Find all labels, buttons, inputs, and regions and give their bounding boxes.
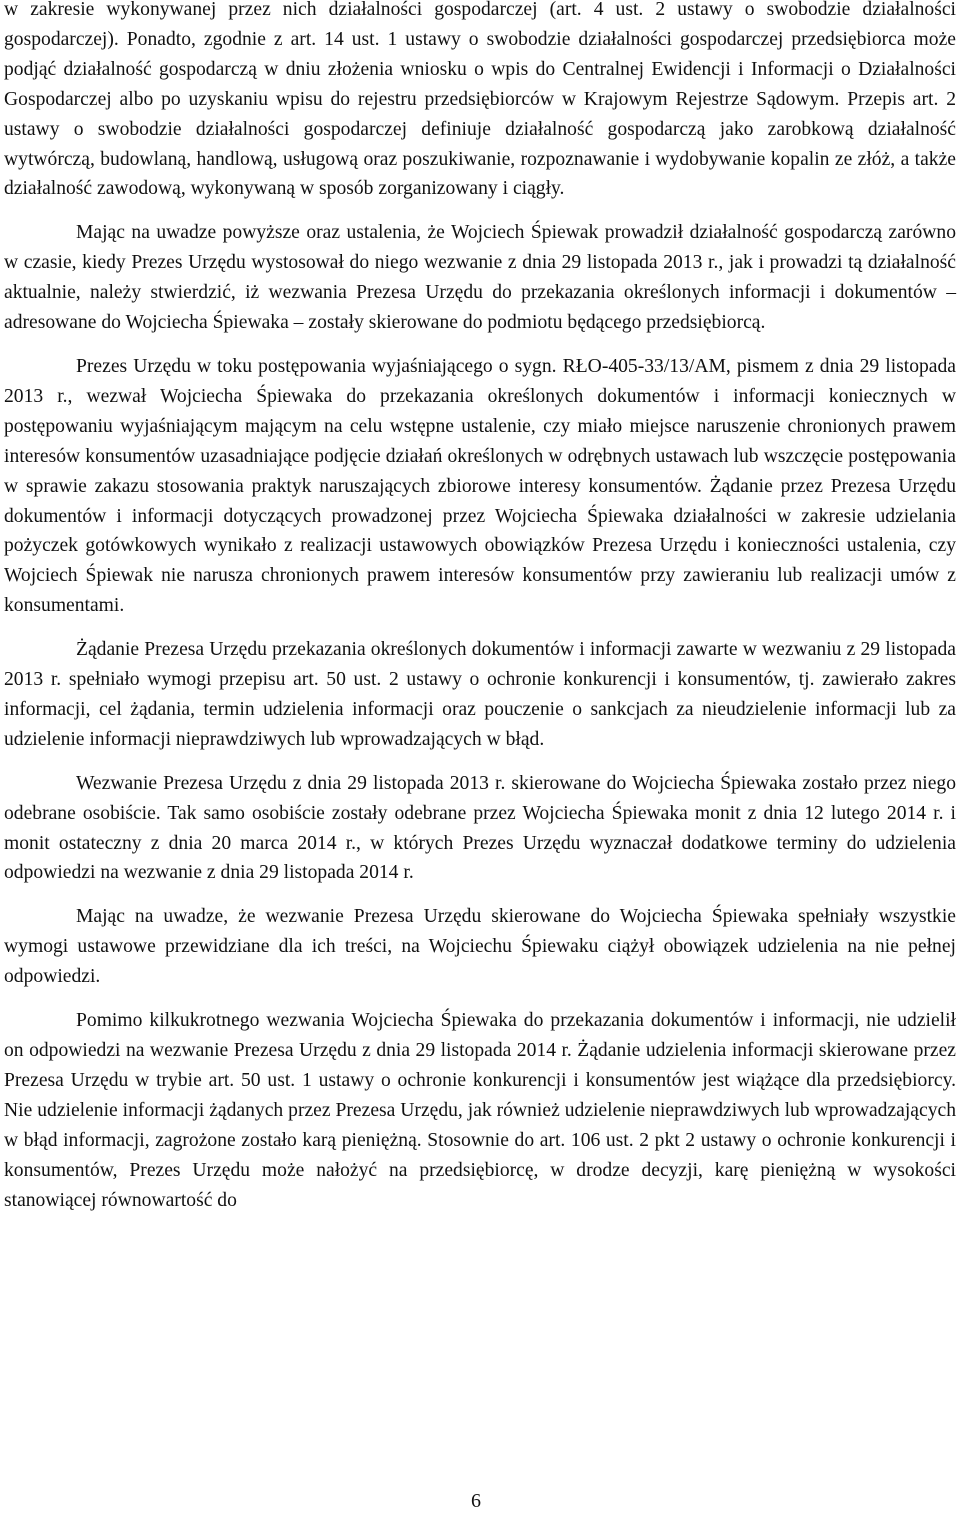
page-number: 6 [471, 1490, 481, 1512]
document-page [4, 0, 956, 1521]
paragraph-summons-requirements: Żądanie Prezesa Urzędu przekazania określonych dokumentów i informacji zawarte w wezwaniu z 29 listopada 2013 r. spełniało wymogi przepisu art. 50 ust. 2 ustawy o ochronie konkurencji i konsumentów, tj. zawierało zakres informacji, cel żądania, termin udzielenia informacji oraz pouczenie o sankcjach za nieudzielenie informacji lub za udzielenie informacji nieprawdziwych lub wprowadzających w błąd. [4, 639, 956, 750]
paragraph-continuation: w zakresie wykonywanej przez nich działalności gospodarczej (art. 4 ust. 2 ustawy o swobodzie działalności gospodarczej). Ponadto, zgodnie z art. 14 ust. 1 ustawy o swobodzie działalności gospodarczej przedsiębiorca może podjąć działalność gospodarczą w dniu złożenia wniosku o wpis do Centralnej Ewidencji i Informacji o Działalności Gospodarczej albo po uzyskaniu wpisu do rejestru przedsiębiorców w Krajowym Rejestrze Sądowym. Przepis art. 2 ustawy o swobodzie działalności gospodarczej definiuje działalność gospodarczą jako zarobkową działalność wytwórczą, budowlaną, handlową, usługową oraz poszukiwanie, rozpoznawanie i wydobywanie kopalin ze złóż, a także działalność zawodową, wykonywaną w sposób zorganizowany i ciągły. [4, 0, 956, 200]
paragraph-summons-delivery: Wezwanie Prezesa Urzędu z dnia 29 listopada 2013 r. skierowane do Wojciecha Śpiewaka zostało przez niego odebrane osobiście. Tak samo osobiście zostały odebrane przez Wojciecha Śpiewaka monit z dnia 12 lutego 2014 r. i monit ostateczny z dnia 20 marca 2014 r., w których Prezes Urzędu wyznaczał dodatkowe terminy do udzielenia odpowiedzi na wezwanie z dnia 29 listopada 2014 r. [4, 772, 956, 884]
paragraph-obligation: Mając na uwadze, że wezwanie Prezesa Urzędu skierowane do Wojciecha Śpiewaka spełniały wszystkie wymogi ustawowe przewidziane dla ich treści, na Wojciechu Śpiewaku ciążył obowiązek udzielenia na nie pełnej odpowiedzi. [4, 906, 956, 988]
paragraph-summons-description: Prezes Urzędu w toku postępowania wyjaśniającego o sygn. RŁO-405-33/13/AM, pismem z dnia 29 listopada 2013 r., wezwał Wojciecha Śpiewaka do przekazania określonych dokumentów i informacji koniecznych w postępowaniu wyjaśniającym mającym na celu wstępne ustalenie, czy miało miejsce naruszenie chronionych prawem interesów konsumentów uzasadniające podjęcie działań określonych w odrębnych ustawach lub wszczęcie postępowania w sprawie zakazu stosowania praktyk naruszających zbiorowe interesy konsumentów. Żądanie przez Prezesa Urzędu dokumentów i informacji dotyczących prowadzonej przez Wojciecha Śpiewaka działalności w zakresie udzielania pożyczek gotówkowych wynikało z realizacji ustawowych obowiązków Prezesa Urzędu i konieczności ustalenia, czy Wojciech Śpiewak nie narusza chronionych prawem interesów konsumentów przy zawieraniu lub realizacji umów z konsumentami. [4, 355, 956, 617]
paragraph-conclusion-entrepreneur: Mając na uwadze powyższe oraz ustalenia, że Wojciech Śpiewak prowadził działalność gospodarczą zarówno w czasie, kiedy Prezes Urzędu wystosował do niego wezwanie z dnia 29 listopada 2013 r., jak i prowadzi tą działalność aktualnie, należy stwierdzić, iż wezwania Prezesa Urzędu do przekazania określonych informacji i dokumentów – adresowane do Wojciecha Śpiewaka – zostały skierowane do podmiotu będącego przedsiębiorcą. [4, 222, 956, 334]
paragraph-penalty: Pomimo kilkukrotnego wezwania Wojciecha Śpiewaka do przekazania dokumentów i informacji, nie udzielił on odpowiedzi na wezwanie Prezesa Urzędu z dnia 29 listopada 2014 r. Żądanie udzielenia informacji skierowane przez Prezesa Urzędu w trybie art. 50 ust. 1 ustawy o ochronie konkurencji i konsumentów jest wiążące dla przedsiębiorcy. Nie udzielenie informacji żądanych przez Prezesa Urzędu, jak również udzielenie nieprawdziwych lub wprowadzających w błąd informacji, zagrożone zostało karą pieniężną. Stosownie do art. 106 ust. 2 pkt 2 ustawy o ochronie konkurencji i konsumentów, Prezes Urzędu może nałożyć na przedsiębiorcę, w drodze decyzji, karę pieniężną w wysokości stanowiącej równowartość do [4, 1010, 956, 1211]
